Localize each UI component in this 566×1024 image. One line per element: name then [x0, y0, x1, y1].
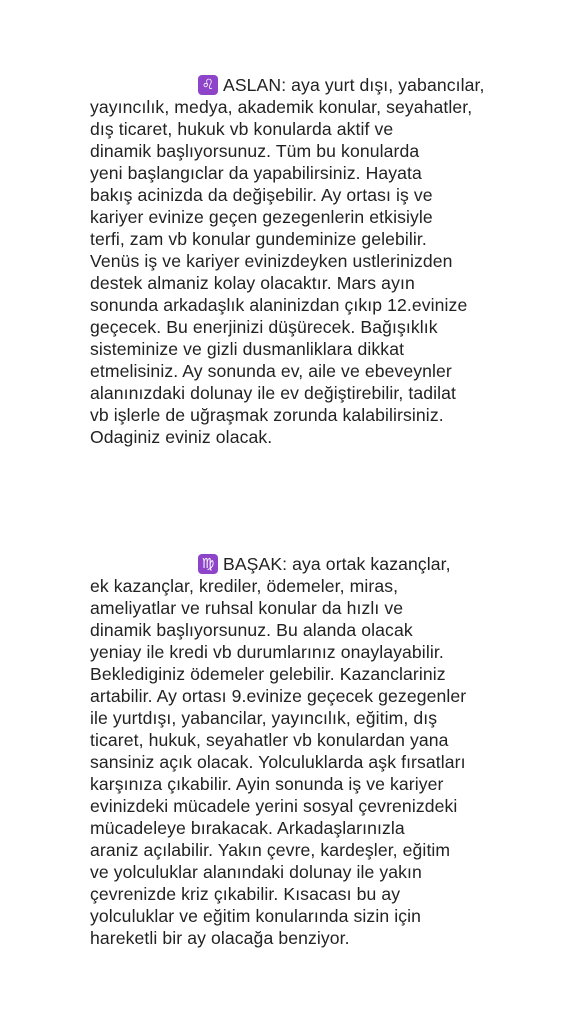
- aslan-text-line: yayıncılık, medya, akademik konular, seyahatler,: [90, 97, 473, 117]
- aslan-section: [90, 74, 530, 448]
- aslan-text-line: etmelisiniz. Ay sonunda ev, aile ve ebeveynler: [90, 361, 452, 381]
- aslan-text-line: bakış acinizda da değişebilir. Ay ortası iş ve: [90, 185, 433, 205]
- basak-first-line: [90, 553, 530, 575]
- aslan-text-line: dış ticaret, hukuk vb konularda aktif ve: [90, 119, 394, 139]
- basak-text-line: ve yolculuklar alanındaki dolunay ile yakın: [90, 862, 422, 882]
- aslan-first-line: [90, 74, 530, 96]
- aslan-text-line: terfi, zam vb konular gundeminize gelebilir.: [90, 229, 427, 249]
- aslan-text-line: destek almaniz kolay olacaktır. Mars ayın: [90, 273, 415, 293]
- basak-text-line: dinamik başlıyorsunuz. Bu alanda olacak: [90, 620, 413, 640]
- basak-text-line: evinizdeki mücadele yerini sosyal çevrenizdeki: [90, 796, 458, 816]
- leo-zodiac-icon: ♌: [198, 75, 218, 95]
- aslan-text-line: sonunda arkadaşlık alaninizdan çıkıp 12.evinize: [90, 295, 468, 315]
- aslan-text-line: geçecek. Bu enerjinizi düşürecek. Bağışıklık: [90, 317, 438, 337]
- basak-text-line: yeniay ile kredi vb durumlarınız onaylayabilir.: [90, 642, 444, 662]
- basak-text-line: araniz açılabilir. Yakın çevre, kardeşler, eğitim: [90, 840, 451, 860]
- virgo-zodiac-icon: ♍: [198, 554, 218, 574]
- basak-text-line: ile yurtdışı, yabancilar, yayıncılık, eğitim, dış: [90, 708, 438, 728]
- basak-text-line: mücadeleye bırakacak. Arkadaşlarınızla: [90, 818, 405, 838]
- aslan-text-line: Odaginiz eviniz olacak.: [90, 427, 273, 447]
- basak-text-line: çevrenizde kriz çıkabilir. Kısacası bu ay: [90, 884, 401, 904]
- aslan-text-line: vb işlerle de uğraşmak zorunda kalabilirsiniz.: [90, 405, 444, 425]
- basak-text-line: sansiniz açık olacak. Yolculuklarda aşk fırsatları: [90, 752, 466, 772]
- aslan-text-line: ASLAN: aya yurt dışı, yabancılar,: [223, 75, 485, 95]
- aslan-text-line: dinamik başlıyorsunuz. Tüm bu konularda: [90, 141, 420, 161]
- aslan-text-line: kariyer evinize geçen gezegenlerin etkisiyle: [90, 207, 433, 227]
- basak-text-line: Beklediginiz ödemeler gelebilir. Kazanclariniz: [90, 664, 446, 684]
- basak-text-line: ticaret, hukuk, seyahatler vb konulardan yana: [90, 730, 449, 750]
- basak-text-line: karşınıza çıkabilir. Ayin sonunda iş ve kariyer: [90, 774, 444, 794]
- basak-text-line: BAŞAK: aya ortak kazançlar,: [223, 554, 451, 574]
- basak-text-line: ek kazançlar, krediler, ödemeler, miras,: [90, 576, 399, 596]
- aslan-text-line: alanınızdaki dolunay ile ev değiştirebilir, tadilat: [90, 383, 456, 403]
- basak-text-line: ameliyatlar ve ruhsal konular da hızlı ve: [90, 598, 404, 618]
- basak-text-line: hareketli bir ay olacağa benziyor.: [90, 928, 350, 948]
- basak-text-line: yolculuklar ve eğitim konularında sizin için: [90, 906, 422, 926]
- aslan-text-line: Venüs iş ve kariyer evinizdeyken ustlerinizden: [90, 251, 453, 271]
- basak-section: [90, 553, 530, 949]
- aslan-text-line: sisteminize ve gizli dusmanliklara dikkat: [90, 339, 405, 359]
- aslan-text-line: yeni başlangıclar da yapabilirsiniz. Hayata: [90, 163, 422, 183]
- basak-text-line: artabilir. Ay ortası 9.evinize geçecek gezegenler: [90, 686, 467, 706]
